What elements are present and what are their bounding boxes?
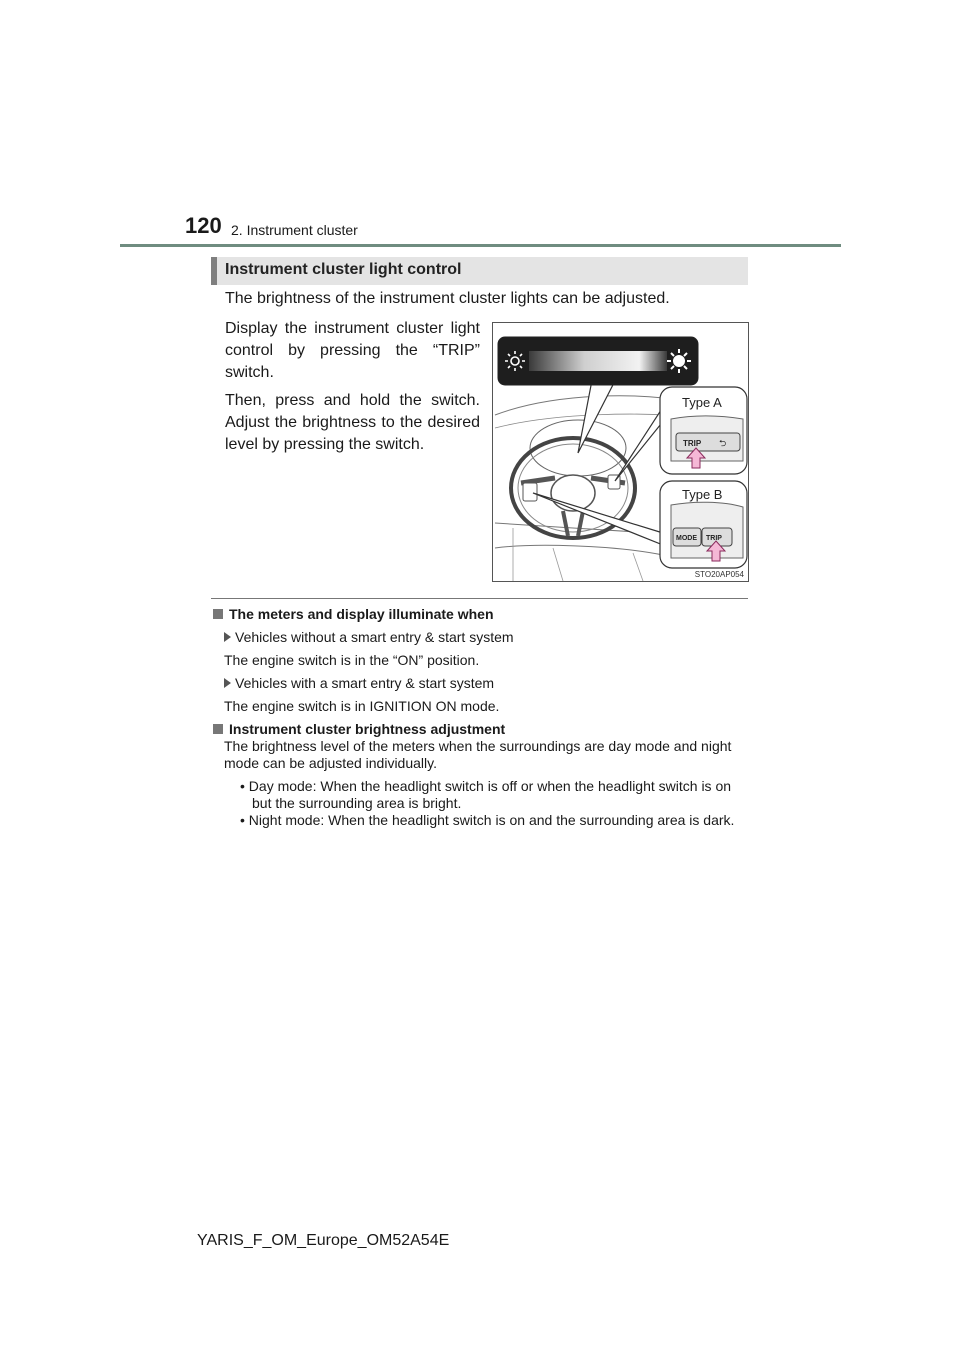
heading-title: Instrument cluster light control [225, 261, 462, 278]
dashboard-illustration [492, 322, 749, 582]
svg-text:MODE: MODE [676, 535, 697, 542]
intro-text: The brightness of the instrument cluster lights can be adjusted. [225, 290, 670, 307]
condition-item-1: Vehicles without a smart entry & start system [224, 629, 748, 646]
section-divider [211, 598, 748, 599]
page-number: 120 [185, 213, 222, 238]
dashboard-drawing [493, 323, 748, 581]
heading-bar [211, 257, 748, 285]
type-a-label: Type A [682, 395, 722, 410]
condition-item-2: Vehicles with a smart entry & start system [224, 675, 748, 692]
condition-text-1: The engine switch is in the “ON” position. [224, 652, 480, 668]
day-mode-bullet: • Day mode: When the headlight switch is off or when the headlight switch is on but the surrounding area is bright. [240, 778, 732, 811]
triangle-bullet-icon [224, 632, 231, 642]
heading-accent [211, 257, 217, 285]
header-rule [120, 244, 841, 247]
square-bullet-icon [213, 724, 223, 734]
section-title: 2. Instrument cluster [231, 222, 358, 238]
instruction-paragraph-1: Display the instrument cluster light control by pressing the “TRIP” switch. [225, 320, 480, 381]
notes-section [213, 606, 748, 829]
brightness-text: The brightness level of the meters when the surroundings are day mode and night mode can be adjusted individually. [224, 738, 732, 771]
subheading-illumination: The meters and display illuminate when [213, 606, 748, 623]
night-mode-bullet: • Night mode: When the headlight switch is on and the surrounding area is dark. [240, 812, 735, 828]
instruction-text [225, 318, 480, 462]
square-bullet-icon [213, 609, 223, 619]
footer-doc-code: YARIS_F_OM_Europe_OM52A54E [197, 1232, 450, 1249]
type-b-label: Type B [682, 487, 723, 502]
triangle-bullet-icon [224, 678, 231, 688]
svg-text:⮌: ⮌ [719, 439, 727, 449]
condition-text-2: The engine switch is in IGNITION ON mode. [224, 698, 500, 714]
svg-text:TRIP: TRIP [683, 439, 702, 448]
svg-text:TRIP: TRIP [706, 535, 722, 542]
figure-code: STO20AP054 [694, 570, 744, 579]
instruction-paragraph-2: Then, press and hold the switch. Adjust the brightness to the desired level by pressing the switch. [225, 392, 480, 453]
subheading-brightness: Instrument cluster brightness adjustment [213, 721, 748, 738]
